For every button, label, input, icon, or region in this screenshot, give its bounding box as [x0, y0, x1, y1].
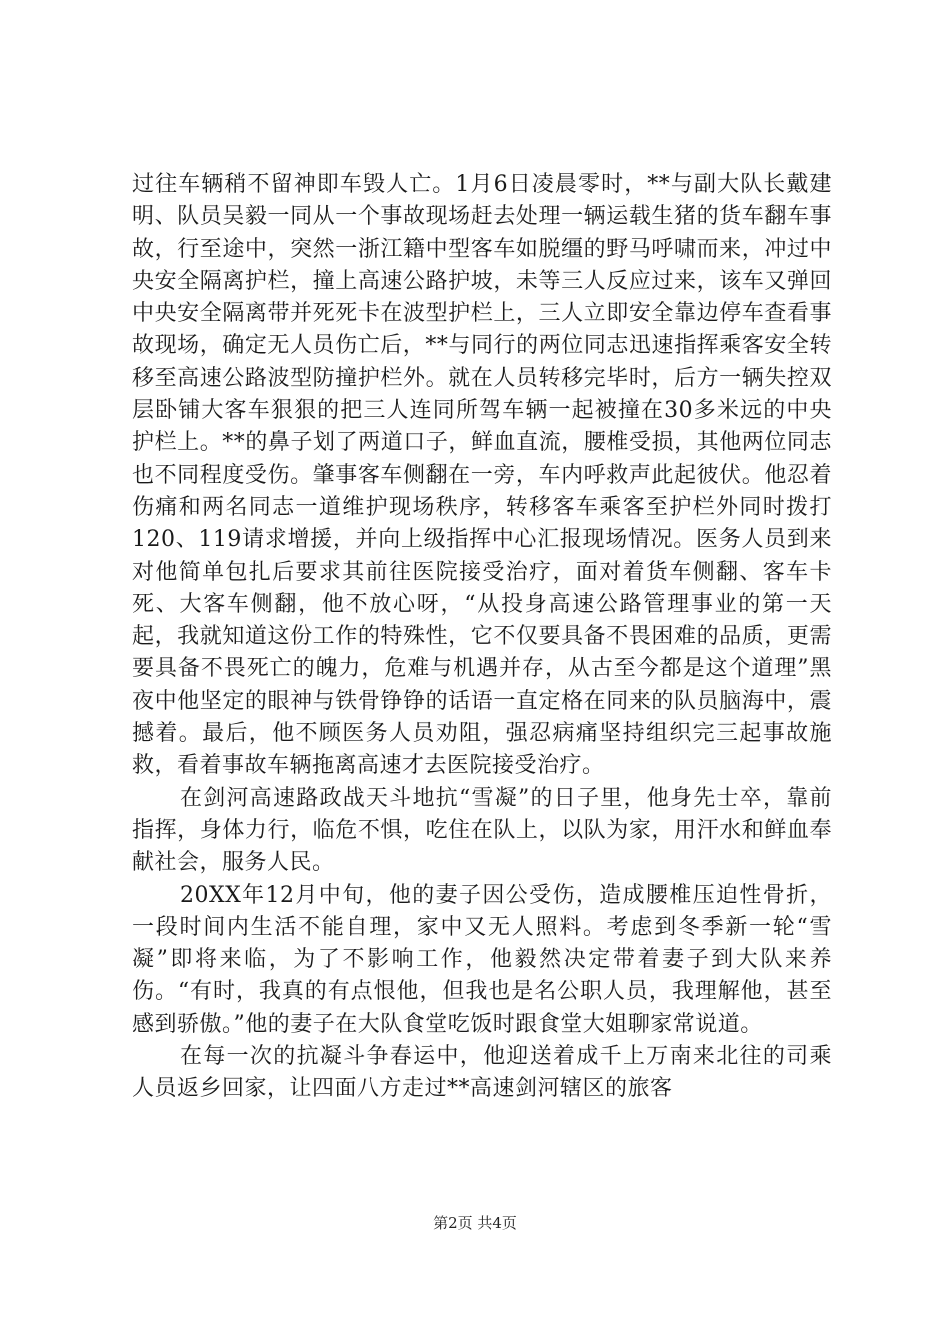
document-body — [132, 169, 832, 1106]
paragraph-2: 在剑河高速路政战天斗地抗“雪凝”的日子里，他身先士卒，靠前指挥，身体力行，临危不惧，吃住在队上，以队为家，用汗水和鲜血奉献社会，服务人民。 — [132, 785, 832, 876]
paragraph-1: 过往车辆稍不留神即车毁人亡。1月6日凌晨零时，**与副大队长戴建明、队员吴毅一同从一个事故现场赶去处理一辆运载生猪的货车翻车事故，行至途中，突然一浙江籍中型客车如脱缰的野马呼啸而来，冲过中央安全隔离护栏，撞上高速公路护坡，未等三人反应过来，该车又弹回中央安全隔离带并死死卡在波型护栏上，三人立即安全靠边停车查看事故现场，确定无人员伤亡后，**与同行的两位同志迅速指挥乘客安全转移至高速公路波型防撞护栏外。就在人员转移完毕时，后方一辆失控双层卧铺大客车狠狠的把三人连同所驾车辆一起被撞在30多米远的中央护栏上。**的鼻子划了两道口子，鲜血直流，腰椎受损，其他两位同志也不同程度受伤。肇事客车侧翻在一旁，车内呼救声此起彼伏。他忍着伤痛和两名同志一道维护现场秩序，转移客车乘客至护栏外同时拨打120、119请求增援，并向上级指挥中心汇报现场情况。医务人员到来对他简单包扎后要求其前往医院接受治疗，面对着货车侧翻、客车卡死、大客车侧翻，他不放心呀，“从投身高速公路管理事业的第一天起，我就知道这份工作的特殊性，它不仅要具备不畏困难的品质，更需要具备不畏死亡的魄力，危难与机遇并存，从古至今都是这个道理”黑夜中他坚定的眼神与铁骨铮铮的话语一直定格在同来的队员脑海中，震撼着。最后，他不顾医务人员劝阻，强忍病痛坚持组织完三起事故施救，看着事故车辆拖离高速才去医院接受治疗。 — [132, 172, 832, 779]
paragraph-3: 20XX年12月中旬，他的妻子因公受伤，造成腰椎压迫性骨折，一段时间内生活不能自理，家中又无人照料。考虑到冬季新一轮“雪凝”即将来临，为了不影响工作，他毅然决定带着妻子到大队来养伤。“有时，我真的有点恨他，但我也是名公职人员，我理解他，甚至感到骄傲。”他的妻子在大队食堂吃饭时跟食堂大姐聊家常说道。 — [132, 882, 832, 1037]
page-number: 第2页 共4页 — [433, 1214, 517, 1232]
paragraph-4: 在每一次的抗凝斗争春运中，他迎送着成千上万南来北往的司乘人员返乡回家，让四面八方走过**高速剑河辖区的旅客 — [132, 1044, 832, 1102]
page-footer — [0, 1212, 950, 1233]
